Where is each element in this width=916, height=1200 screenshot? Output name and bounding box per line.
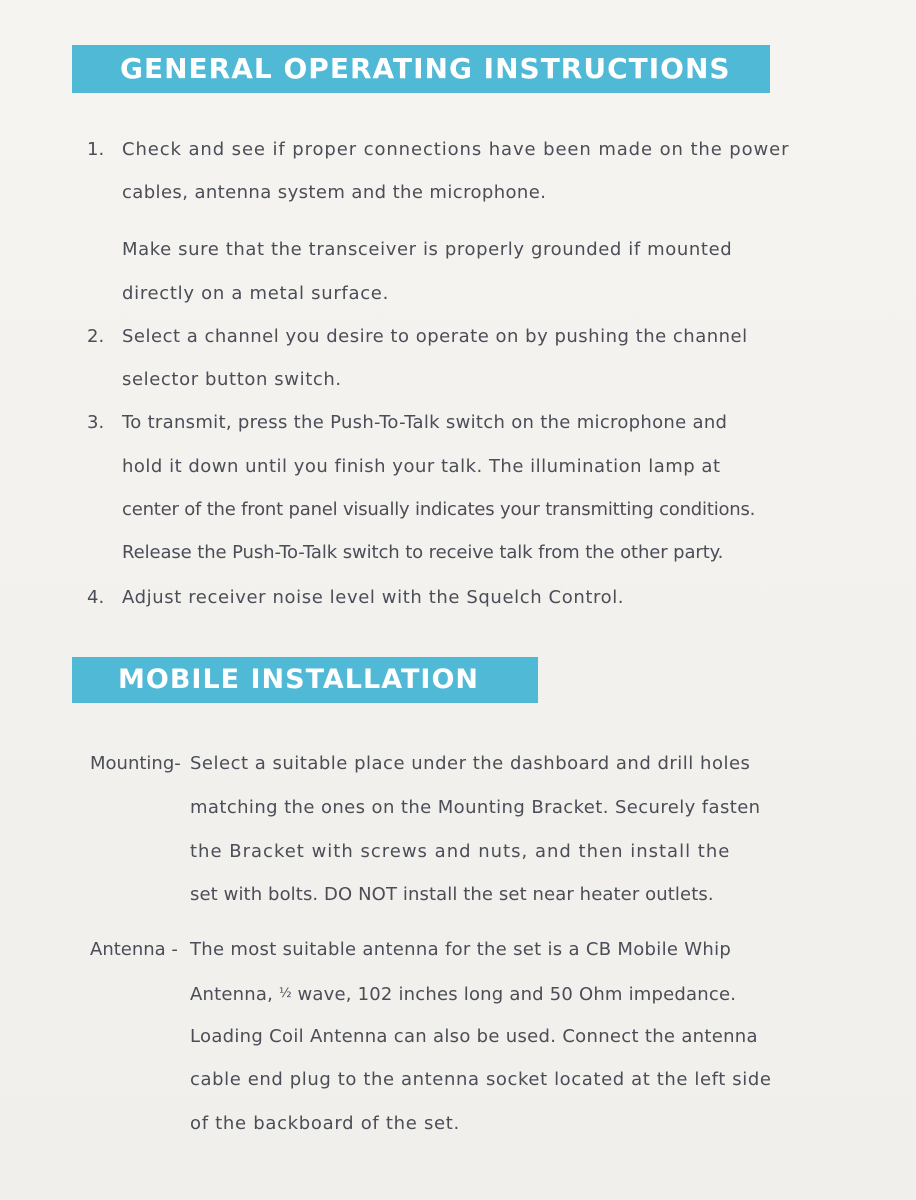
- mounting-line-3: the Bracket with screws and nuts, and then install the: [190, 841, 731, 862]
- antenna-line-5: of the backboard of the set.: [190, 1113, 460, 1134]
- mounting-line-2: matching the ones on the Mounting Bracket. Securely fasten: [190, 797, 761, 818]
- item-3-line-2: hold it down until you finish your talk. The illumination lamp at: [122, 456, 721, 477]
- mounting-line-1: Select a suitable place under the dashboard and drill holes: [190, 753, 751, 774]
- half-fraction: ½: [278, 986, 292, 1001]
- item-3-line-3: center of the front panel visually indicates your transmitting conditions.: [122, 499, 756, 520]
- antenna-line-2-rest: wave, 102 inches long and 50 Ohm impedance.: [291, 984, 737, 1005]
- item-number-2: 2.: [87, 326, 105, 347]
- mounting-label: Mounting-: [90, 753, 181, 774]
- section-header-mobile-installation: MOBILE INSTALLATION: [72, 657, 538, 703]
- antenna-line-1: The most suitable antenna for the set is a CB Mobile Whip: [190, 939, 732, 960]
- grounding-note-line-2: directly on a metal surface.: [122, 283, 389, 304]
- item-2-line-2: selector button switch.: [122, 369, 342, 390]
- mounting-line-4: set with bolts. DO NOT install the set near heater outlets.: [190, 884, 714, 905]
- item-number-3: 3.: [87, 412, 105, 433]
- grounding-note-line-1: Make sure that the transceiver is properly grounded if mounted: [122, 239, 733, 260]
- item-number-1: 1.: [87, 139, 105, 160]
- item-number-4: 4.: [87, 587, 105, 608]
- antenna-line-4: cable end plug to the antenna socket located at the left side: [190, 1069, 772, 1090]
- antenna-label: Antenna -: [90, 939, 178, 960]
- item-1-line-2: cables, antenna system and the microphone.: [122, 182, 547, 203]
- antenna-line-2-start: Antenna,: [190, 984, 279, 1005]
- item-3-line-1: To transmit, press the Push-To-Talk switch on the microphone and: [122, 412, 728, 433]
- item-2-line-1: Select a channel you desire to operate on by pushing the channel: [122, 326, 748, 347]
- section-header-general-operating-instructions: GENERAL OPERATING INSTRUCTIONS: [72, 45, 770, 93]
- item-3-line-4: Release the Push-To-Talk switch to receive talk from the other party.: [122, 542, 724, 563]
- item-1-line-1: Check and see if proper connections have been made on the power: [122, 139, 790, 160]
- item-4-line-1: Adjust receiver noise level with the Squelch Control.: [122, 587, 625, 608]
- antenna-line-3: Loading Coil Antenna can also be used. Connect the antenna: [190, 1026, 758, 1047]
- antenna-line-2: [190, 982, 736, 1007]
